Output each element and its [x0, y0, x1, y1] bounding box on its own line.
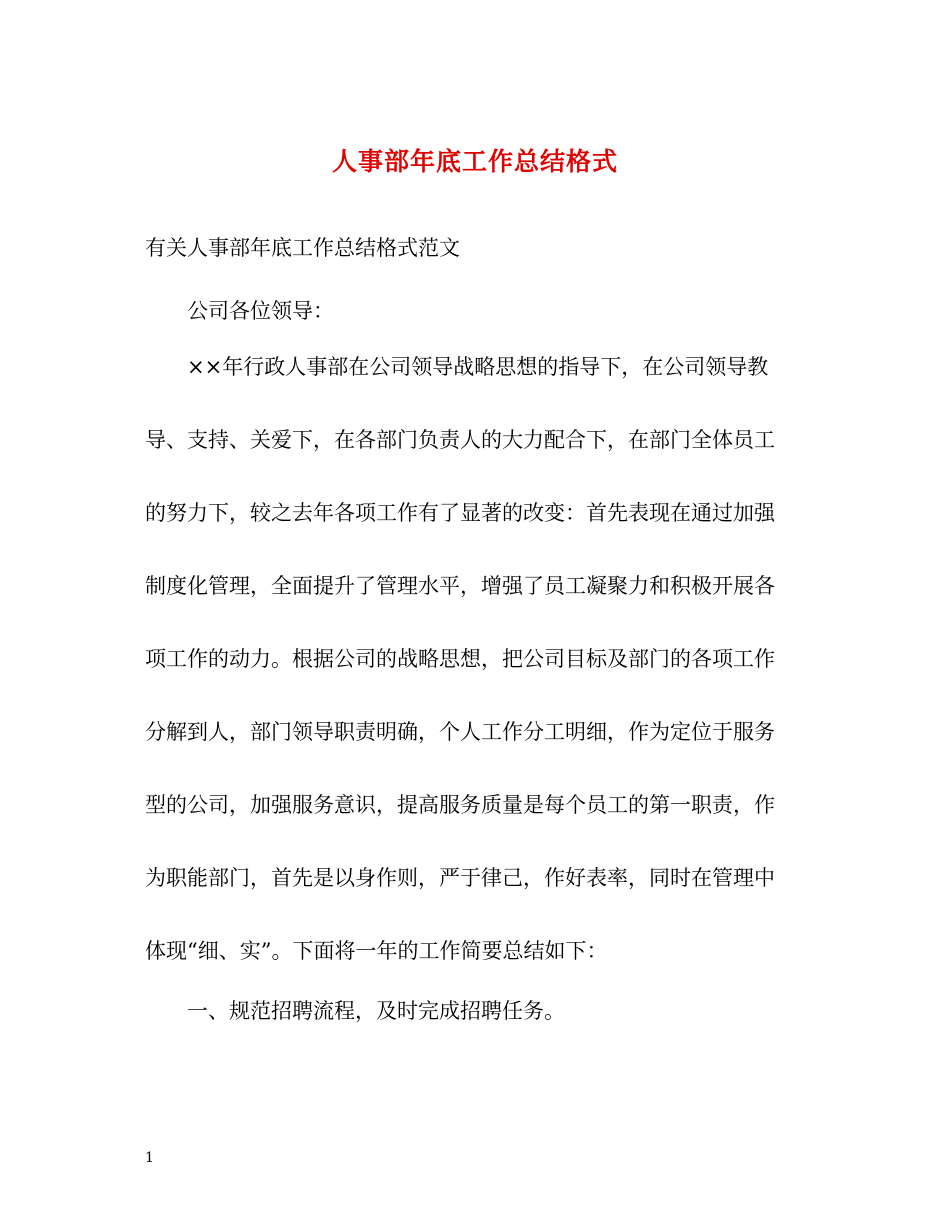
body-line: 分解到人，部门领导职责明确，个人工作分工明细，作为定位于服务	[145, 720, 775, 744]
body-line: 体现“细、实”。下面将一年的工作简要总结如下：	[145, 939, 608, 963]
subtitle-line: 有关人事部年底工作总结格式范文	[145, 236, 460, 260]
salutation-line: 公司各位领导：	[187, 299, 334, 323]
page-number: 1	[145, 1150, 154, 1166]
body-line: 为职能部门，首先是以身作则，严于律己，作好表率，同时在管理中	[145, 866, 775, 890]
body-line: 的努力下，较之去年各项工作有了显著的改变：首先表现在通过加强	[145, 501, 775, 525]
body-line: 制度化管理，全面提升了管理水平，增强了员工凝聚力和积极开展各	[145, 574, 775, 598]
body-line: 导、支持、关爱下，在各部门负责人的大力配合下，在部门全体员工	[145, 428, 775, 452]
body-line: ××年行政人事部在公司领导战略思想的指导下，在公司领导教	[187, 355, 769, 379]
section-heading: 一、规范招聘流程，及时完成招聘任务。	[187, 999, 565, 1023]
body-line: 项工作的动力。根据公司的战略思想，把公司目标及部门的各项工作	[145, 647, 775, 671]
body-line: 型的公司，加强服务意识，提高服务质量是每个员工的第一职责，作	[145, 793, 775, 817]
document-title: 人事部年底工作总结格式	[331, 147, 618, 176]
